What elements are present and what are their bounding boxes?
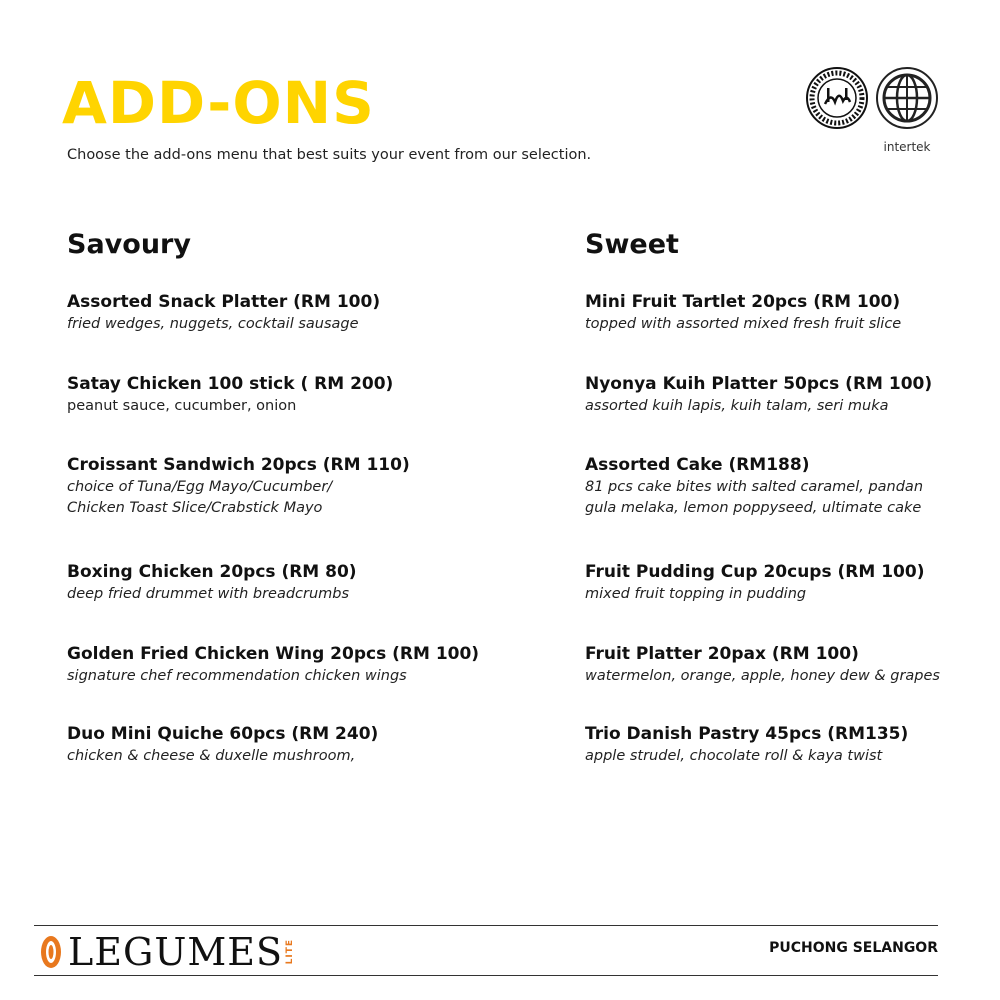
menu-item-name: Boxing Chicken 20pcs (RM 80) bbox=[67, 562, 357, 582]
menu-item-description: gula melaka, lemon poppyseed, ultimate cake bbox=[585, 500, 922, 516]
menu-item bbox=[585, 453, 997, 560]
menu-item-description: peanut sauce, cucumber, onion bbox=[67, 398, 297, 414]
menu-item bbox=[67, 372, 547, 453]
menu-item-description: chicken & cheese & duxelle mushroom, bbox=[67, 748, 356, 764]
menu-item-description: fried wedges, nuggets, cocktail sausage bbox=[67, 316, 359, 332]
menu-item-description: Chicken Toast Slice/Crabstick Mayo bbox=[67, 500, 323, 516]
menu-item-description: watermelon, orange, apple, honey dew & grapes bbox=[585, 668, 940, 684]
menu-item-name: Croissant Sandwich 20pcs (RM 110) bbox=[67, 455, 410, 475]
menu-item-description: mixed fruit topping in pudding bbox=[585, 586, 807, 602]
savoury-section bbox=[67, 230, 547, 767]
footer-divider-top bbox=[34, 925, 938, 926]
menu-item-description: topped with assorted mixed fresh fruit slice bbox=[585, 316, 902, 332]
certification-logos bbox=[805, 66, 945, 161]
menu-item bbox=[585, 722, 997, 767]
menu-item bbox=[67, 453, 547, 560]
menu-item-description: assorted kuih lapis, kuih talam, seri muka bbox=[585, 398, 889, 414]
menu-item-name: Golden Fried Chicken Wing 20pcs (RM 100) bbox=[67, 644, 480, 664]
intertek-globe-icon bbox=[875, 66, 939, 130]
menu-item bbox=[585, 642, 997, 722]
legumes-bean-icon bbox=[40, 935, 62, 969]
menu-item bbox=[585, 290, 997, 372]
page-subtitle: Choose the add-ons menu that best suits your event from our selection. bbox=[67, 147, 592, 163]
location-label: PUCHONG SELANGOR bbox=[769, 940, 938, 956]
menu-item-name: Nyonya Kuih Platter 50pcs (RM 100) bbox=[585, 374, 933, 394]
menu-item-name: Assorted Cake (RM188) bbox=[585, 455, 810, 475]
menu-item-name: Trio Danish Pastry 45pcs (RM135) bbox=[585, 724, 909, 744]
menu-item-description: signature chef recommendation chicken wings bbox=[67, 668, 407, 684]
menu-item-description: deep fried drummet with breadcrumbs bbox=[67, 586, 350, 602]
menu-item-name: Satay Chicken 100 stick ( RM 200) bbox=[67, 374, 394, 394]
menu-item-name: Duo Mini Quiche 60pcs (RM 240) bbox=[67, 724, 379, 744]
menu-item-description: choice of Tuna/Egg Mayo/Cucumber/ bbox=[67, 479, 333, 495]
menu-item bbox=[585, 372, 997, 453]
menu-item bbox=[67, 722, 547, 767]
menu-item-description: 81 pcs cake bites with salted caramel, pandan bbox=[585, 479, 924, 495]
menu-item bbox=[67, 290, 547, 372]
sweet-heading: Sweet bbox=[585, 229, 679, 260]
intertek-label: intertek bbox=[883, 140, 931, 154]
menu-item-name: Mini Fruit Tartlet 20pcs (RM 100) bbox=[585, 292, 901, 312]
brand-logo bbox=[40, 932, 295, 972]
menu-item-name: Fruit Pudding Cup 20cups (RM 100) bbox=[585, 562, 925, 582]
menu-item-name: Fruit Platter 20pax (RM 100) bbox=[585, 644, 859, 664]
page-title: ADD-ONS bbox=[62, 69, 375, 137]
menu-item bbox=[67, 560, 547, 642]
menu-item-name: Assorted Snack Platter (RM 100) bbox=[67, 292, 381, 312]
halal-certification-icon bbox=[805, 66, 869, 130]
menu-item-description: apple strudel, chocolate roll & kaya twist bbox=[585, 748, 883, 764]
brand-suffix: LITE bbox=[285, 939, 296, 965]
brand-name: LEGUMES bbox=[68, 930, 284, 974]
footer-divider-bottom bbox=[34, 975, 938, 976]
menu-item bbox=[585, 560, 997, 642]
savoury-heading: Savoury bbox=[67, 229, 191, 260]
menu-item bbox=[67, 642, 547, 722]
sweet-section bbox=[585, 230, 997, 767]
